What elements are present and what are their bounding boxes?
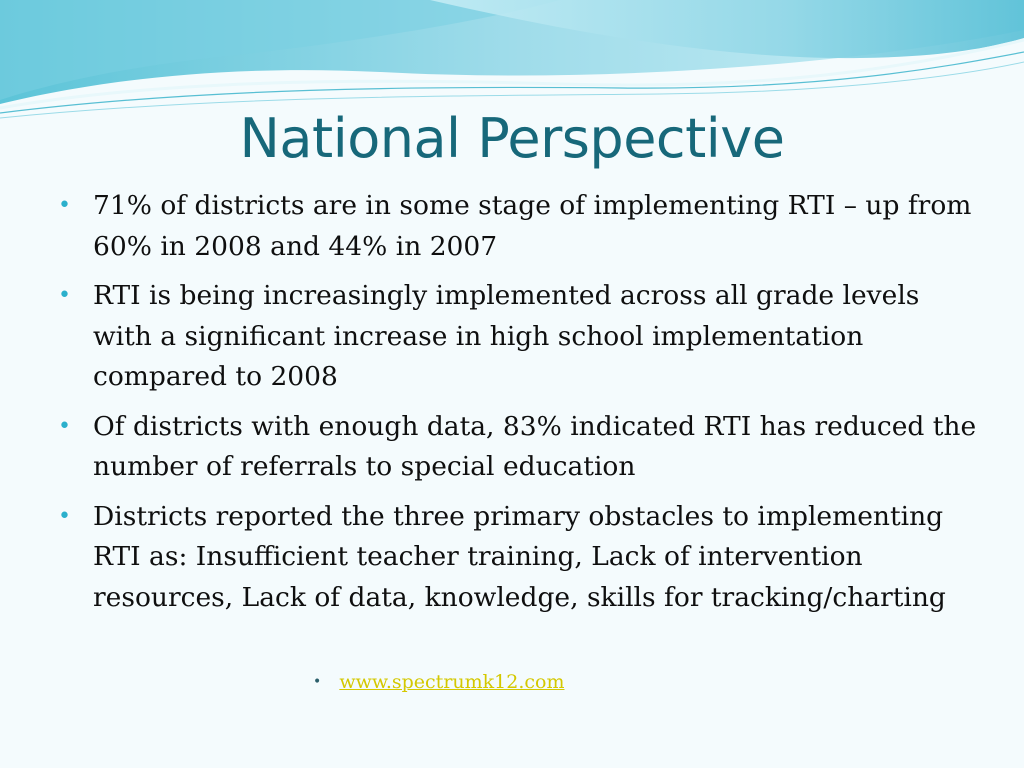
bullet-icon: • [58, 283, 71, 308]
source-bullet-icon: • [313, 674, 322, 690]
bullet-icon: • [58, 503, 71, 529]
bullet-icon: • [58, 193, 71, 218]
source-link[interactable]: www.spectrumk12.com [339, 671, 565, 693]
slide-content [58, 186, 978, 627]
bullet-text: 71% of districts are in some stage of implementing RTI – up from 60% in 2008 and 44% in 2007 [93, 190, 972, 262]
slide-title: National Perspective [239, 107, 785, 170]
bullet-item [58, 407, 978, 488]
bullet-text: Of districts with enough data, 83% indicated RTI has reduced the number of referrals to special education [93, 410, 977, 482]
bullet-item [58, 497, 978, 619]
source-citation [313, 666, 564, 698]
bullet-text: Districts reported the three primary obstacles to implementing RTI as: Insufficient teacher training, Lack of intervention resources, Lack of data, knowledge, skills for tracking/charting [93, 500, 946, 613]
bullet-icon: • [58, 413, 71, 439]
bullet-text: RTI is being increasingly implemented across all grade levels with a significant increase in high school implementation compared to 2008 [93, 280, 920, 392]
bullet-item [58, 186, 978, 267]
bullet-list [58, 186, 978, 618]
bullet-item [58, 276, 978, 398]
